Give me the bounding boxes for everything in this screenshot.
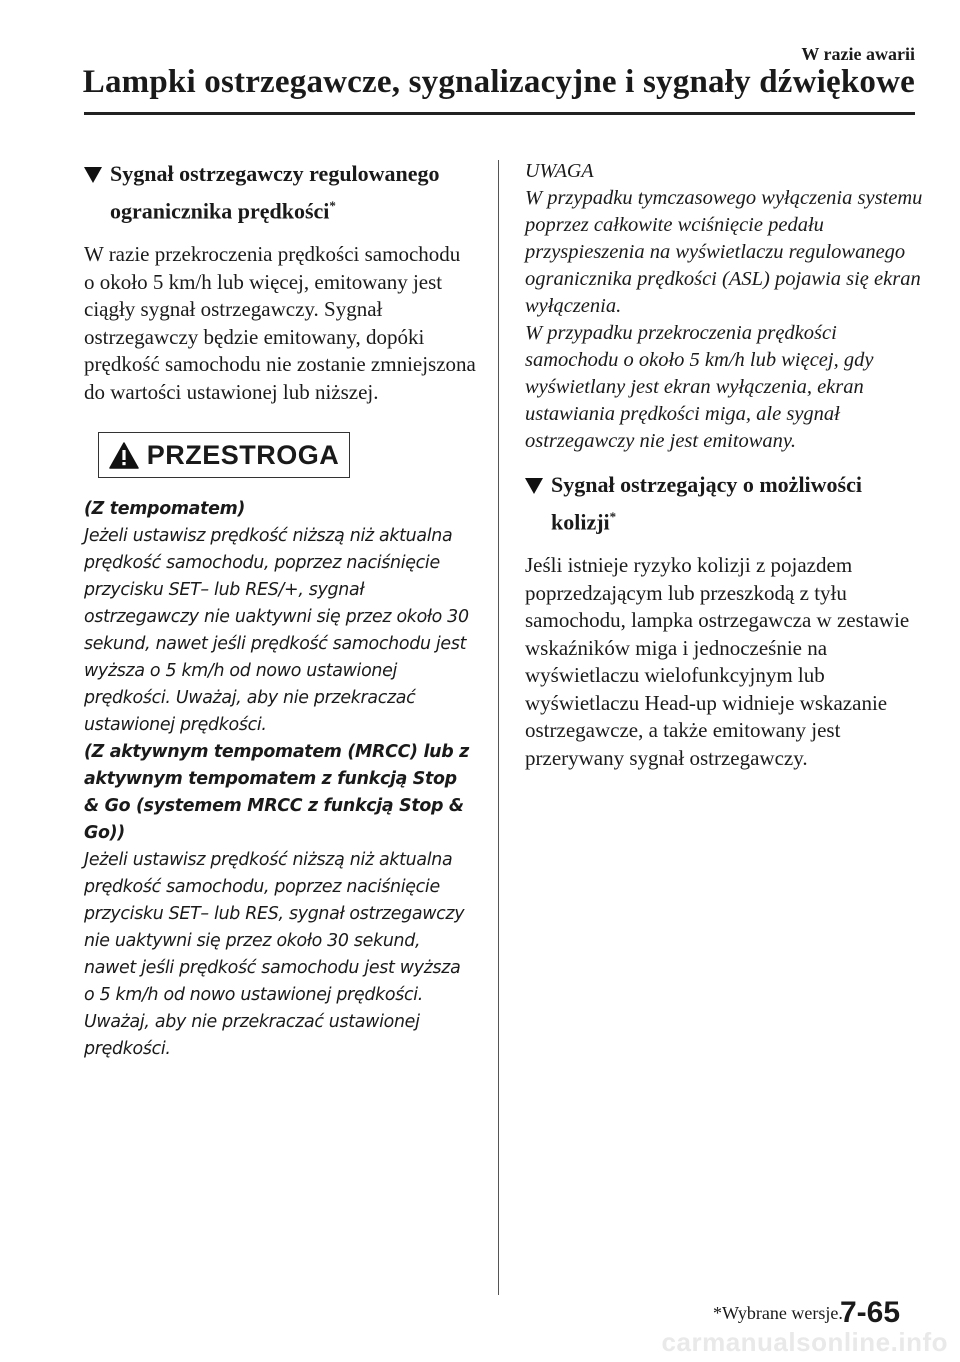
note-paragraph: W przypadku tymczasowego wyłączenia systemu poprzez całkowite wciśnięcie pedału przyspieszenia na wyświetlaczu regulowanego ogranicznika prędkości (ASL) pojawia się ekran wyłączenia.: [525, 187, 923, 317]
section-heading: [84, 158, 476, 227]
page-number: 7-65: [840, 1296, 901, 1329]
body-paragraph: W razie przekroczenia prędkości samochodu o około 5 km/h lub więcej, emitowany jest ciągły sygnał ostrzegawczy. Sygnał ostrzegawczy będzie emitowany, dopóki prędkość samochodu nie zostanie zmniejszona do wartości ustawionej lub niższej.: [84, 242, 476, 404]
caution-paragraph: Jeżeli ustawisz prędkość niższą niż aktualna prędkość samochodu, poprzez naciśnięcie przycisku SET– lub RES, sygnał ostrzegawczy nie uaktywni się przez około 30 sekund, nawet jeśli prędkość samochodu jest wyższa o 5 km/h od nowo ustawionej prędkości. Uważaj, aby nie przekraczać ustawionej prędkości.: [84, 850, 465, 1060]
body-paragraph: Jeśli istnieje ryzyko kolizji z pojazdem poprzedzającym lub przeszkodą z tyłu samochodu, lampka ostrzegawcza w zestawie wskaźników miga i jednocześnie na wyświetlaczu wielofunkcyjnym lub wyświetlaczu Head-up widnieje wskazanie ostrzegawcze, a także emitowany jest przerywany sygnał ostrzegawczy.: [525, 553, 910, 770]
caution-paragraph: Jeżeli ustawisz prędkość niższą niż aktualna prędkość samochodu, poprzez naciśnięcie przycisku SET– lub RES/+, sygnał ostrzegawczy nie uaktywni się przez około 30 sekund, nawet jeśli prędkość samochodu jest wyższa o 5 km/h od nowo ustawionej prędkości. Uważaj, aby nie przekraczać ustawionej prędkości.: [84, 526, 469, 736]
note-paragraph: W przypadku przekroczenia prędkości samochodu o około 5 km/h lub więcej, gdy wyświetlany jest ekran wyłączenia, ekran ustawiania prędkości miga, ale sygnał ostrzegawczy nie jest emitowany.: [525, 322, 874, 452]
footnote-marker: *: [329, 198, 336, 213]
caution-subheading: (Z aktywnym tempomatem (MRCC) lub z aktywnym tempomatem z funkcją Stop & Go (systemem MRCC z funkcją Stop & Go)): [84, 742, 469, 844]
heading-text: Sygnał ostrzegawczy regulowanego ogranicznika prędkości: [110, 161, 440, 224]
caution-subheading: (Z tempomatem): [84, 499, 246, 520]
heading-text: Sygnał ostrzegający o możliwości kolizji: [551, 472, 862, 535]
section-heading: [525, 469, 925, 538]
column-divider: [498, 160, 499, 1295]
left-column: [84, 158, 476, 1063]
right-column: [525, 158, 925, 772]
section-label: W razie awarii: [801, 44, 915, 64]
note-title: UWAGA: [525, 160, 594, 182]
caution-text: [84, 496, 476, 1063]
triangle-bullet-icon: [525, 478, 543, 494]
triangle-bullet-icon: [84, 167, 102, 183]
header-rule: [84, 112, 915, 115]
warning-icon: [109, 442, 139, 469]
caution-label: PRZESTROGA: [146, 439, 340, 470]
page-title: Lampki ostrzegawcze, sygnalizacyjne i sygnały dźwiękowe: [82, 64, 915, 100]
footnote-marker: *: [609, 509, 617, 524]
footnote: *Wybrane wersje.: [713, 1303, 843, 1323]
caution-box: [98, 432, 350, 478]
watermark: carmanualsonline.info: [661, 1327, 948, 1357]
